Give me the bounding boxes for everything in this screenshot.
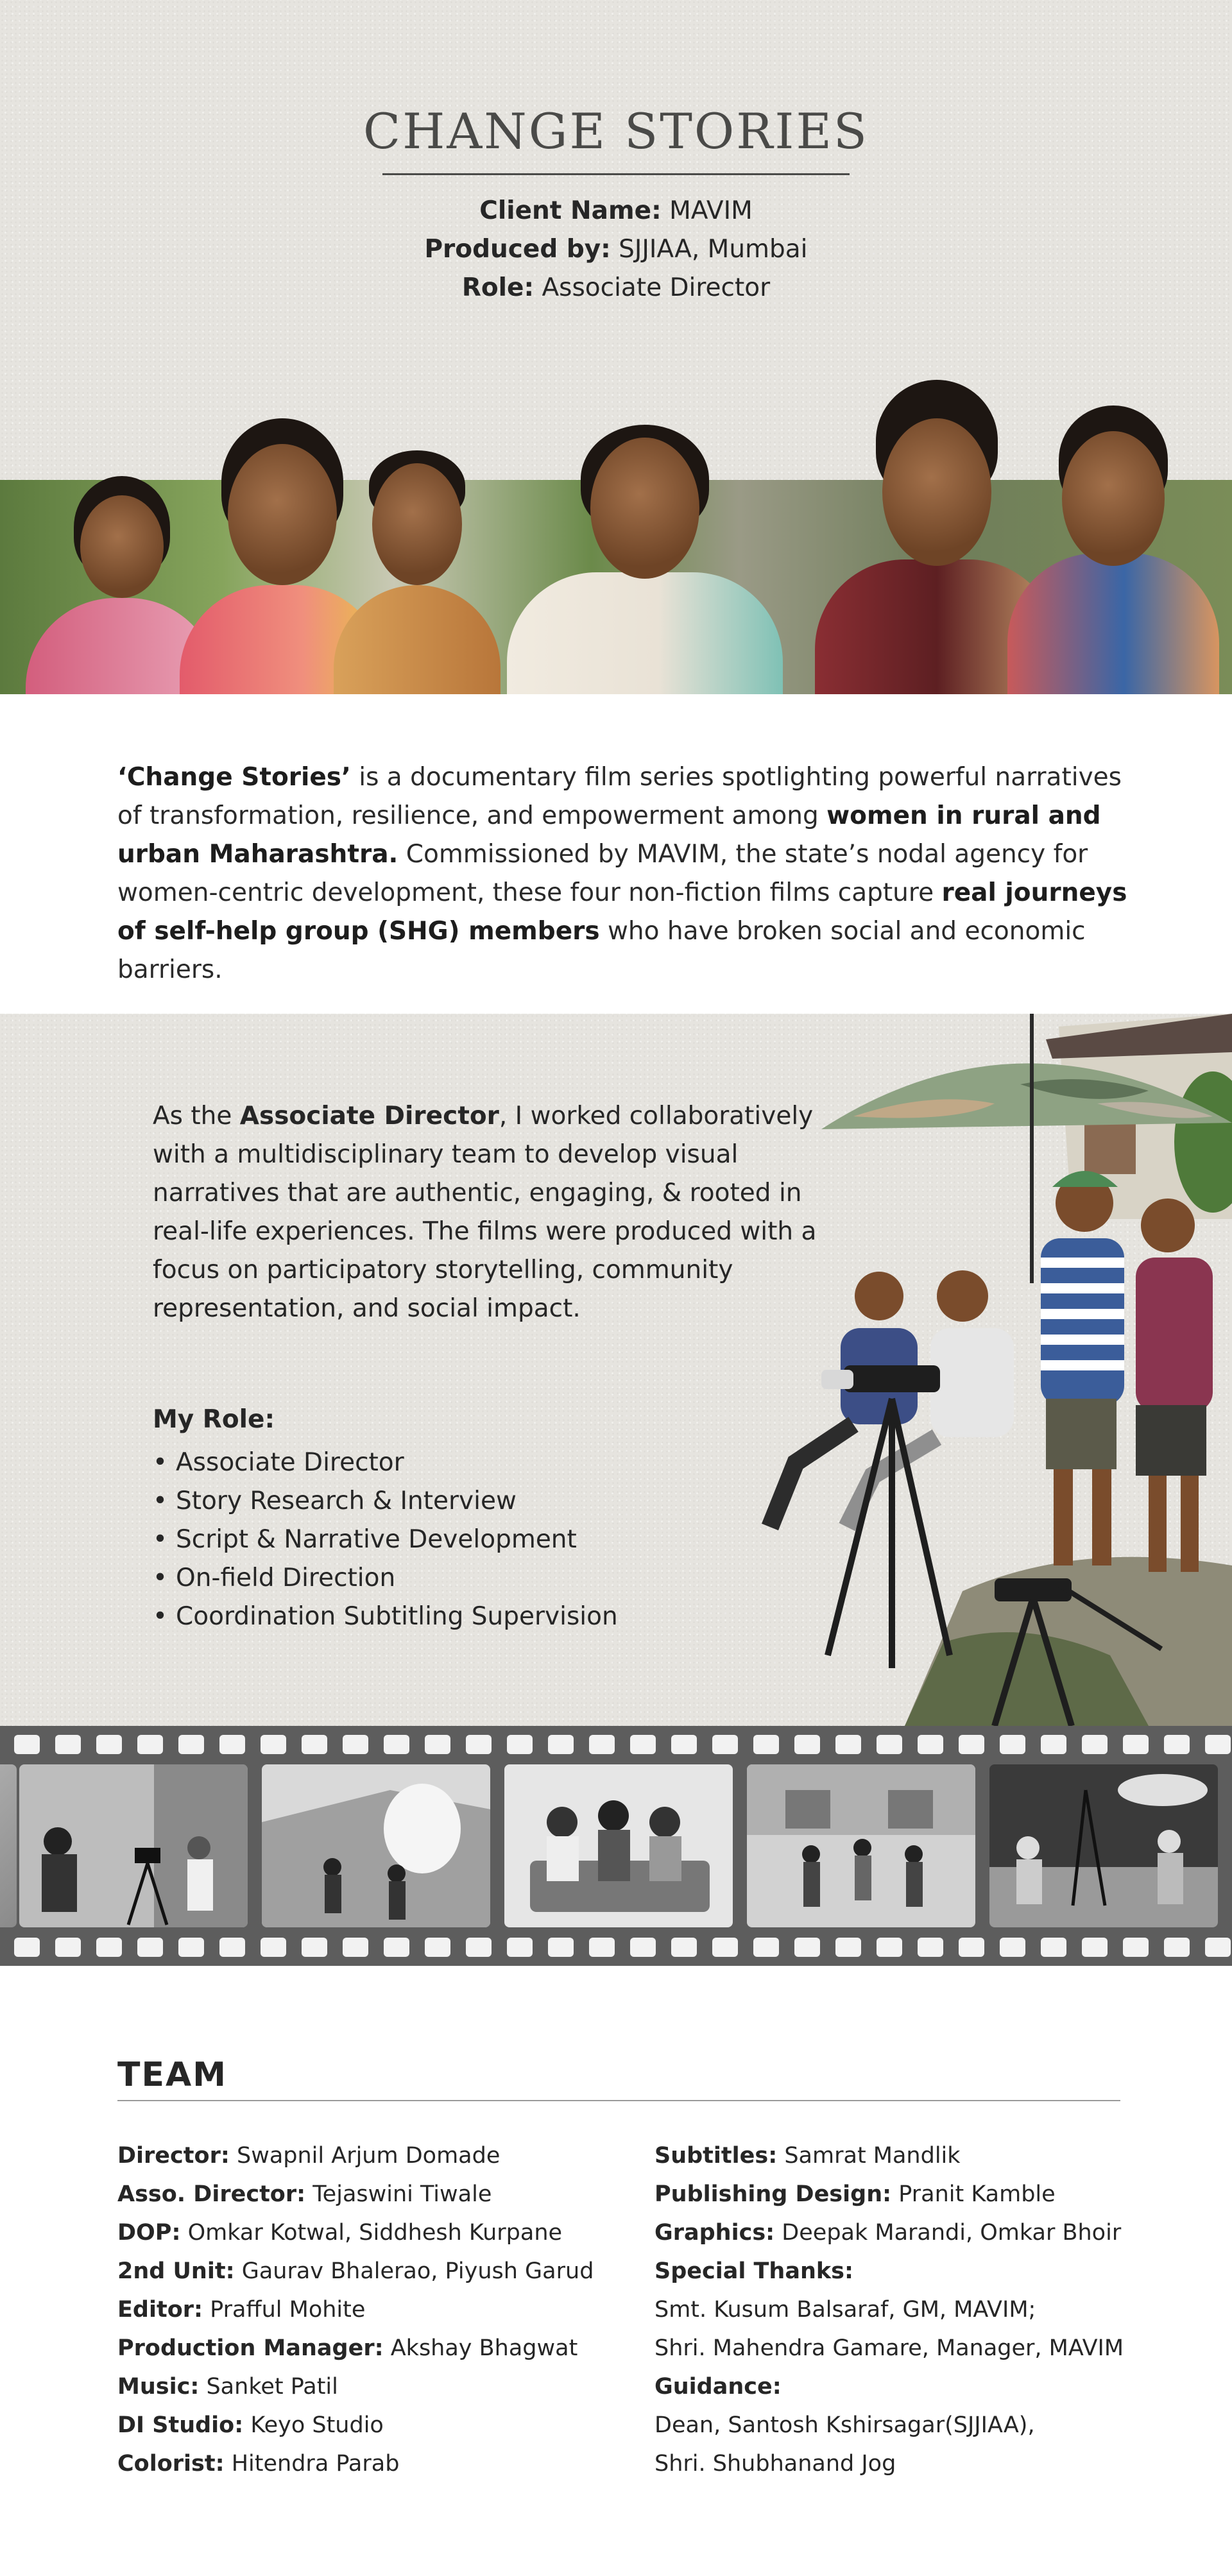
role-credit (0, 273, 1232, 302)
film-perforation (918, 1938, 943, 1957)
credit-label: Guidance: (654, 2374, 782, 2400)
credit-value: Tejaswini Tiwale (312, 2181, 492, 2207)
team-list-right (654, 2137, 1124, 2483)
film-perforations-top (0, 1735, 1232, 1754)
film-perforation (261, 1938, 286, 1957)
film-perforation (219, 1938, 245, 1957)
credit-label: Asso. Director: (117, 2181, 306, 2207)
role-text-1: As the (153, 1102, 240, 1130)
film-perforations-bottom (0, 1938, 1232, 1957)
film-strip-gallery (0, 1726, 1232, 1966)
intro-paragraph (117, 758, 1131, 989)
producer-label: Produced by: (424, 235, 611, 264)
film-perforation (1205, 1735, 1231, 1754)
film-perforation (302, 1938, 327, 1957)
film-perforation (466, 1735, 492, 1754)
intro-text-2: Commissioned by MAVIM, the state’s nodal agency for women-centric development, these four non-fiction films capture (117, 840, 1088, 907)
credit-value: Deepak Marandi, Omkar Bhoir (782, 2220, 1122, 2246)
list-item: • Associate Director (153, 1444, 618, 1482)
film-perforation (753, 1735, 779, 1754)
film-perforation (1000, 1938, 1025, 1957)
team-credit (654, 2406, 1124, 2444)
film-perforation (96, 1735, 122, 1754)
film-perforation (384, 1735, 409, 1754)
credit-value: Hitendra Parab (231, 2451, 400, 2477)
film-perforation (55, 1938, 81, 1957)
intro-highlight-journeys: real journeys of self-help group (SHG) members (117, 878, 1127, 946)
team-credit (654, 2213, 1124, 2252)
credit-value: Gaurav Bhalerao, Piyush Garud (241, 2258, 594, 2284)
credit-value: Keyo Studio (250, 2412, 384, 2438)
film-perforation (589, 1735, 615, 1754)
credit-value: Sanket Patil (206, 2374, 338, 2400)
portrait-collage (0, 480, 1232, 694)
film-perforation (671, 1735, 697, 1754)
film-perforation (918, 1735, 943, 1754)
producer-value: SJJIAA, Mumbai (619, 235, 808, 264)
film-perforation (548, 1735, 574, 1754)
film-perforation (671, 1938, 697, 1957)
film-perforation (1123, 1735, 1149, 1754)
film-perforation (96, 1938, 122, 1957)
film-perforation (261, 1735, 286, 1754)
film-perforation (178, 1735, 204, 1754)
film-perforation (425, 1938, 450, 1957)
film-perforation (343, 1938, 368, 1957)
team-credit (654, 2252, 1124, 2290)
film-perforation (959, 1938, 984, 1957)
film-perforation (753, 1938, 779, 1957)
team-credit (117, 2137, 594, 2175)
role-value: Associate Director (542, 273, 771, 302)
film-perforation (1082, 1735, 1108, 1754)
team-credit (117, 2175, 594, 2213)
film-perforation (589, 1938, 615, 1957)
film-perforation (384, 1938, 409, 1957)
list-item: • Script & Narrative Development (153, 1521, 618, 1559)
team-credit (117, 2367, 594, 2406)
page-title: CHANGE STORIES (363, 103, 869, 160)
credit-value: Smt. Kusum Balsaraf, GM, MAVIM; (654, 2297, 1036, 2323)
film-perforation (178, 1938, 204, 1957)
film-perforation (877, 1735, 902, 1754)
team-credit (654, 2290, 1124, 2329)
film-perforation (1000, 1735, 1025, 1754)
list-item: • On-field Direction (153, 1559, 618, 1598)
team-credit (117, 2406, 594, 2444)
role-highlight: Associate Director (239, 1102, 499, 1130)
intro-series-name: ‘Change Stories’ (117, 763, 351, 792)
credit-value: Pranit Kamble (898, 2181, 1056, 2207)
film-perforation (835, 1735, 861, 1754)
film-perforation (835, 1938, 861, 1957)
film-perforation (137, 1938, 163, 1957)
credit-label: Subtitles: (654, 2143, 778, 2169)
film-perforation (14, 1735, 40, 1754)
film-perforation (1205, 1938, 1231, 1957)
portrait-woman-5 (1007, 412, 1219, 694)
credit-label: Publishing Design: (654, 2181, 892, 2207)
producer-credit (0, 235, 1232, 264)
role-text-2: , I worked collaboratively with a multidisciplinary team to develop visual narratives that are authentic, engaging, & rooted in real-life experiences. The films were produced with a focus on participatory storytelling, community representation, and social impact. (153, 1102, 817, 1323)
team-credit (117, 2444, 594, 2483)
credit-label: Graphics: (654, 2220, 775, 2246)
credit-value: Shri. Mahendra Gamare, Manager, MAVIM (654, 2335, 1124, 2361)
credit-label: Editor: (117, 2297, 203, 2323)
team-divider (117, 2100, 1120, 2101)
film-perforation (1164, 1735, 1190, 1754)
credit-value: Dean, Santosh Kshirsagar(SJJIAA), (654, 2412, 1035, 2438)
list-item: • Story Research & Interview (153, 1482, 618, 1521)
gallery-frame (19, 1764, 248, 1927)
team-heading: TEAM (117, 2056, 227, 2094)
portrait-man-1 (334, 450, 501, 694)
film-perforation (1082, 1938, 1108, 1957)
film-perforation (794, 1735, 820, 1754)
film-perforation (343, 1735, 368, 1754)
team-credit (654, 2175, 1124, 2213)
film-perforation (302, 1735, 327, 1754)
client-value: MAVIM (669, 196, 753, 225)
credit-value: Swapnil Arjum Domade (236, 2143, 501, 2169)
credit-value: Akshay Bhagwat (390, 2335, 578, 2361)
film-perforation (55, 1735, 81, 1754)
credit-label: DI Studio: (117, 2412, 244, 2438)
film-perforation (877, 1938, 902, 1957)
film-perforation (1041, 1735, 1066, 1754)
credit-label: DOP: (117, 2220, 181, 2246)
intro-text-3: who have broken social and economic barriers. (117, 917, 1086, 984)
team-list-left (117, 2137, 594, 2483)
credit-value: Samrat Mandlik (784, 2143, 961, 2169)
film-perforation (794, 1938, 820, 1957)
role-label: Role: (461, 273, 535, 302)
film-perforation (548, 1938, 574, 1957)
team-credit (654, 2137, 1124, 2175)
film-perforation (1123, 1938, 1149, 1957)
credit-label: Director: (117, 2143, 230, 2169)
my-role-heading: My Role: (153, 1405, 275, 1434)
film-perforation (14, 1938, 40, 1957)
team-credit (117, 2213, 594, 2252)
team-section (0, 1966, 1232, 2576)
credit-label: Colorist: (117, 2451, 225, 2477)
film-perforation (712, 1735, 738, 1754)
film-perforation (630, 1938, 656, 1957)
team-credit (117, 2290, 594, 2329)
credit-value: Shri. Shubhanand Jog (654, 2451, 896, 2477)
gallery-frame (262, 1764, 490, 1927)
film-perforation (137, 1735, 163, 1754)
credit-label: Music: (117, 2374, 200, 2400)
team-credit (654, 2444, 1124, 2483)
team-credit (117, 2252, 594, 2290)
film-perforation (219, 1735, 245, 1754)
client-credit (0, 196, 1232, 225)
intro-text-1: is a documentary film series spotlighting powerful narratives of transformation, resilience, and empowerment among (117, 763, 1122, 830)
list-item: • Coordination Subtitling Supervision (153, 1598, 618, 1636)
client-label: Client Name: (479, 196, 662, 225)
credit-label: Special Thanks: (654, 2258, 853, 2284)
film-crew-photo (661, 1014, 1232, 1726)
role-list (153, 1444, 618, 1636)
gallery-frame (989, 1764, 1218, 1927)
film-perforation (959, 1735, 984, 1754)
film-perforation (1164, 1938, 1190, 1957)
team-credit (117, 2329, 594, 2367)
film-perforation (507, 1735, 533, 1754)
credit-label: 2nd Unit: (117, 2258, 235, 2284)
credit-value: Omkar Kotwal, Siddhesh Kurpane (187, 2220, 563, 2246)
portrait-woman-3 (507, 438, 783, 694)
film-perforation (1041, 1938, 1066, 1957)
film-perforation (466, 1938, 492, 1957)
gallery-frame (747, 1764, 975, 1927)
gallery-frame (504, 1764, 733, 1927)
film-perforation (712, 1938, 738, 1957)
credit-value: Prafful Mohite (210, 2297, 366, 2323)
team-credit (654, 2367, 1124, 2406)
intro-section (0, 694, 1232, 1014)
gallery-frame (0, 1764, 17, 1927)
intro-highlight-women: women in rural and urban Maharashtra. (117, 801, 1101, 869)
film-perforation (630, 1735, 656, 1754)
title-underline (382, 173, 850, 175)
role-section (0, 1014, 1232, 1726)
film-perforation (425, 1735, 450, 1754)
film-perforation (507, 1938, 533, 1957)
credit-label: Production Manager: (117, 2335, 384, 2361)
team-credit (654, 2329, 1124, 2367)
hero-section (0, 0, 1232, 694)
